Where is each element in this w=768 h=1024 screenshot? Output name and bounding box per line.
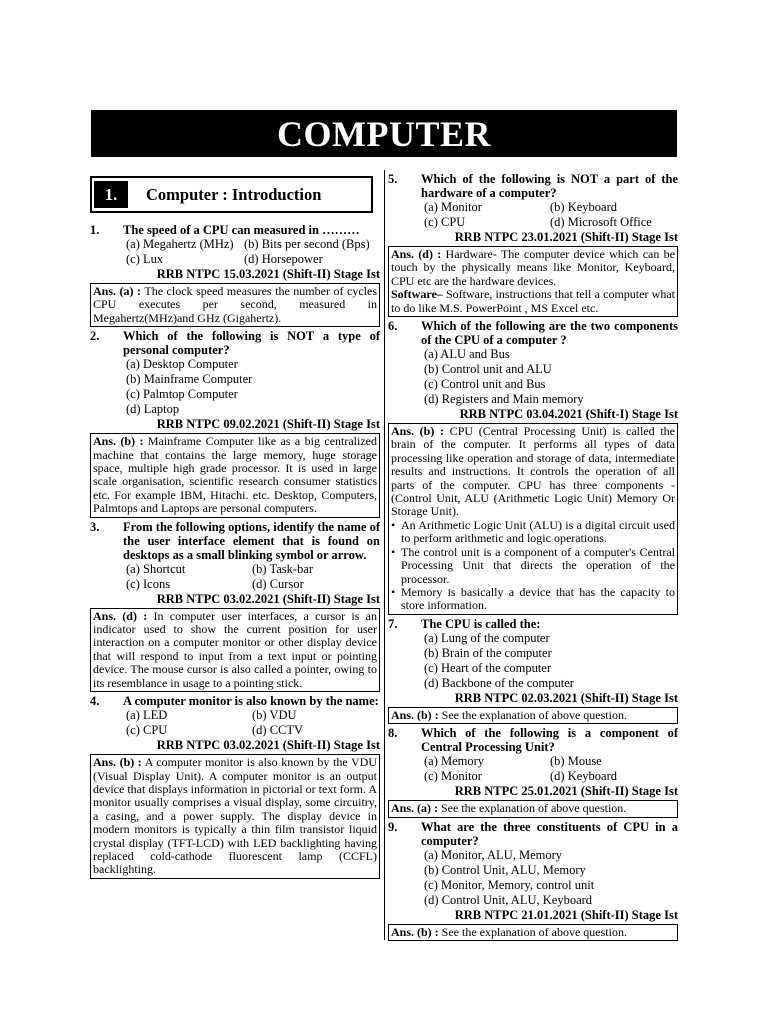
option-c: (c) Lux — [126, 252, 164, 266]
question-4 — [90, 694, 380, 879]
options — [126, 237, 380, 267]
answer-box — [388, 246, 678, 317]
option-b: (b) Mouse — [550, 754, 602, 769]
option-d: (d) Horsepower — [244, 252, 323, 266]
section-header — [90, 176, 373, 213]
option-d: (d) CCTV — [252, 723, 304, 738]
option-b: (b) Brain of the computer — [424, 645, 552, 660]
bullet-icon: • — [391, 584, 396, 599]
option-c: (c) Monitor — [424, 769, 482, 784]
question-text: Which of the following is NOT a type of personal computer? — [123, 329, 380, 358]
question-6 — [388, 319, 678, 615]
question-9 — [388, 820, 678, 941]
question-5 — [388, 172, 678, 317]
option-a: (a) Megahertz (MHz) — [126, 237, 234, 251]
option-c: (c) Monitor, Memory, control unit — [424, 877, 595, 892]
question-number: 4. — [90, 694, 100, 709]
answer-box — [388, 924, 678, 941]
option-b: (b) Bits per second (Bps) — [244, 237, 370, 251]
option-b: (b) VDU — [252, 708, 297, 723]
exam-source: RRB NTPC 09.02.2021 (Shift-II) Stage Ist — [156, 417, 380, 432]
option-b: (b) Control unit and ALU — [424, 362, 552, 377]
answer-box — [388, 707, 678, 724]
question-3 — [90, 520, 380, 692]
question-text: Which of the following is a component of Central Processing Unit? — [421, 726, 678, 755]
answer-label: Ans. (b) : — [391, 707, 439, 722]
option-c: (c) Control unit and Bus — [424, 377, 546, 392]
options — [126, 708, 380, 738]
option-a: (a) Memory — [424, 754, 485, 769]
answer-label: Ans. (b) : — [93, 434, 144, 449]
answer-box — [90, 283, 380, 327]
exam-source: RRB NTPC 03.02.2021 (Shift-II) Stage Ist — [156, 591, 380, 606]
chapter-title: COMPUTER — [277, 113, 491, 154]
question-number: 3. — [90, 519, 100, 534]
question-text: Which of the following is NOT a part of the hardware of a computer? — [421, 172, 678, 200]
section-number: 1. — [94, 181, 128, 208]
answer-label: Ans. (a) : — [93, 284, 142, 298]
question-text: From the following options, identify the name of the user interface element that is found on desktops as a small blinking symbol or arrow. — [123, 519, 380, 562]
software-text: Software, instructions that tell a computer what to do like M.S. PowerPoint , MS Excel etc. — [391, 287, 675, 315]
question-number: 5. — [388, 172, 398, 186]
answer-label: Ans. (b) : — [93, 755, 142, 770]
exam-source: RRB NTPC 03.02.2021 (Shift-II) Stage Ist — [156, 738, 380, 753]
question-number: 2. — [90, 329, 100, 344]
options — [424, 347, 678, 407]
option-c: (c) CPU — [424, 215, 466, 229]
question-8 — [388, 726, 678, 817]
question-2 — [90, 329, 380, 517]
options — [424, 631, 678, 691]
option-d: (d) Backbone of the computer — [424, 675, 574, 690]
option-a: (a) Lung of the computer — [424, 630, 550, 645]
option-b: (b) Control Unit, ALU, Memory — [424, 862, 586, 877]
question-number: 7. — [388, 616, 398, 631]
answer-text: The clock speed measures the number of cycles CPU executes per second, measured in Megahertz(MHz)and GHz (Gigahertz). — [93, 284, 377, 325]
option-d: (d) Registers and Main memory — [424, 392, 584, 407]
bullet-icon: • — [391, 544, 396, 559]
answer-label: Ans. (d) : — [391, 247, 442, 261]
question-7 — [388, 617, 678, 724]
option-a: (a) LED — [126, 708, 168, 723]
bullet-icon: • — [391, 517, 396, 532]
bullet-item: • The control unit is a component of a computer's Central Processing Unit that directs the operation of the processor. — [391, 544, 675, 586]
answer-text: In computer user interfaces, a cursor is an indicator used to show the current position for user interaction on a computer monitor or other display device that will respond to input from a text input or pointing device. The mouse cursor is also called a pointer, owing to its resemblance in usage to a pointing stick. — [93, 608, 377, 690]
answer-label: Ans. (d) : — [93, 608, 148, 623]
exam-source: RRB NTPC 23.01.2021 (Shift-II) Stage Ist — [454, 230, 678, 244]
column-divider — [384, 170, 385, 940]
exam-source: RRB NTPC 25.01.2021 (Shift-II) Stage Ist — [454, 784, 678, 799]
question-text: A computer monitor is also known by the name: — [123, 694, 379, 709]
option-a: (a) Shortcut — [126, 561, 186, 576]
answer-text: See the explanation of above question. — [438, 707, 627, 722]
option-c: (c) Palmtop Computer — [126, 387, 238, 402]
option-d: (d) Control Unit, ALU, Keyboard — [424, 892, 593, 907]
answer-box — [388, 800, 678, 817]
question-number: 1. — [90, 223, 100, 237]
exam-source: RRB NTPC 03.04.2021 (Shift-I) Stage Ist — [459, 407, 678, 422]
answer-text: A computer monitor is also known by the VDU (Visual Display Unit). A computer monitor is an output device that displays information in pictorial or text form. A monitor usually comprises a visual display, some circuitry, a casing, and a power supply. The display device in modern monitors is typically a thin film transistor liquid crystal display (TFT-LCD) with LED backlighting having replaced cold-cathode fluorescent lamp (CCFL) backlighting. — [93, 755, 377, 877]
exam-source: RRB NTPC 21.01.2021 (Shift-II) Stage Ist — [454, 907, 678, 922]
question-number: 9. — [388, 819, 398, 834]
options — [424, 848, 678, 908]
bullet-item: • Memory is basically a device that has the capacity to store information. — [391, 584, 675, 613]
software-label: Software– — [391, 287, 443, 302]
option-b: (b) Task-bar — [252, 561, 314, 576]
exam-source: RRB NTPC 02.03.2021 (Shift-II) Stage Ist — [454, 690, 678, 705]
option-d: (d) Keyboard — [550, 769, 617, 784]
option-a: (a) ALU and Bus — [424, 347, 510, 362]
option-a: (a) Monitor — [424, 200, 482, 214]
option-a: (a) Monitor, ALU, Memory — [424, 847, 563, 862]
bullet-item: • An Arithmetic Logic Unit (ALU) is a digital circuit used to perform arithmetic and logic operations. — [391, 517, 675, 546]
answer-text: See the explanation of above question. — [438, 801, 627, 816]
question-text: Which of the following are the two components of the CPU of a computer ? — [421, 319, 678, 348]
question-text: The CPU is called the: — [421, 616, 541, 631]
question-number: 6. — [388, 319, 398, 334]
options — [126, 562, 380, 592]
answer-box — [90, 433, 380, 517]
question-1 — [90, 223, 380, 327]
right-column — [388, 172, 678, 943]
option-a: (a) Desktop Computer — [126, 357, 238, 372]
option-c: (c) Icons — [126, 576, 171, 591]
options — [126, 357, 380, 417]
option-b: (b) Keyboard — [550, 200, 617, 214]
answer-box — [388, 423, 678, 615]
answer-box — [90, 608, 380, 692]
question-number: 8. — [388, 726, 398, 741]
answer-label: Ans. (a) : — [391, 801, 438, 816]
option-b: (b) Mainframe Computer — [126, 372, 253, 387]
option-d: (d) Cursor — [252, 576, 304, 591]
section-title: Computer : Introduction — [146, 184, 322, 204]
exam-source: RRB NTPC 15.03.2021 (Shift-II) Stage Ist — [156, 267, 380, 281]
options — [424, 754, 678, 784]
left-column — [90, 170, 380, 881]
answer-label: Ans. (b) : — [391, 924, 439, 939]
options — [424, 200, 678, 230]
answer-text: Mainframe Computer like as a big centralized machine that contains the large memory, huge storage space, multiple high grade processor. It is used in large scale organisation, scientific research consumer statistics etc. For example IBM, Hitachi. etc. Desktop, Computers, Palmtops and Laptops are personal computers. — [93, 434, 378, 516]
answer-text: Hardware- The computer device which can be touch by the physically means like Monitor, Keyboard, CPU etc are the hardware devices. — [391, 247, 676, 288]
option-c: (c) CPU — [126, 723, 168, 738]
chapter-banner — [91, 110, 677, 157]
answer-text: See the explanation of above question. — [438, 924, 627, 939]
option-c: (c) Heart of the computer — [424, 660, 552, 675]
question-text: What are the three constituents of CPU in a computer? — [421, 819, 678, 848]
answer-box — [90, 754, 380, 879]
option-d: (d) Microsoft Office — [550, 215, 652, 229]
answer-label: Ans. (b) : — [391, 424, 445, 439]
question-text: The speed of a CPU can measured in ……… — [123, 223, 360, 237]
option-d: (d) Laptop — [126, 402, 180, 417]
answer-text: CPU (Central Processing Unit) is called the brain of the computer. It performs all types of data processing like operation and storage of data, intermediate results and instructions. It controls the operation of all parts of the computer. CPU has three components - (Control Unit, ALU (Arithmetic Logic Unit) Memory Or Storage Unit). — [391, 424, 676, 519]
